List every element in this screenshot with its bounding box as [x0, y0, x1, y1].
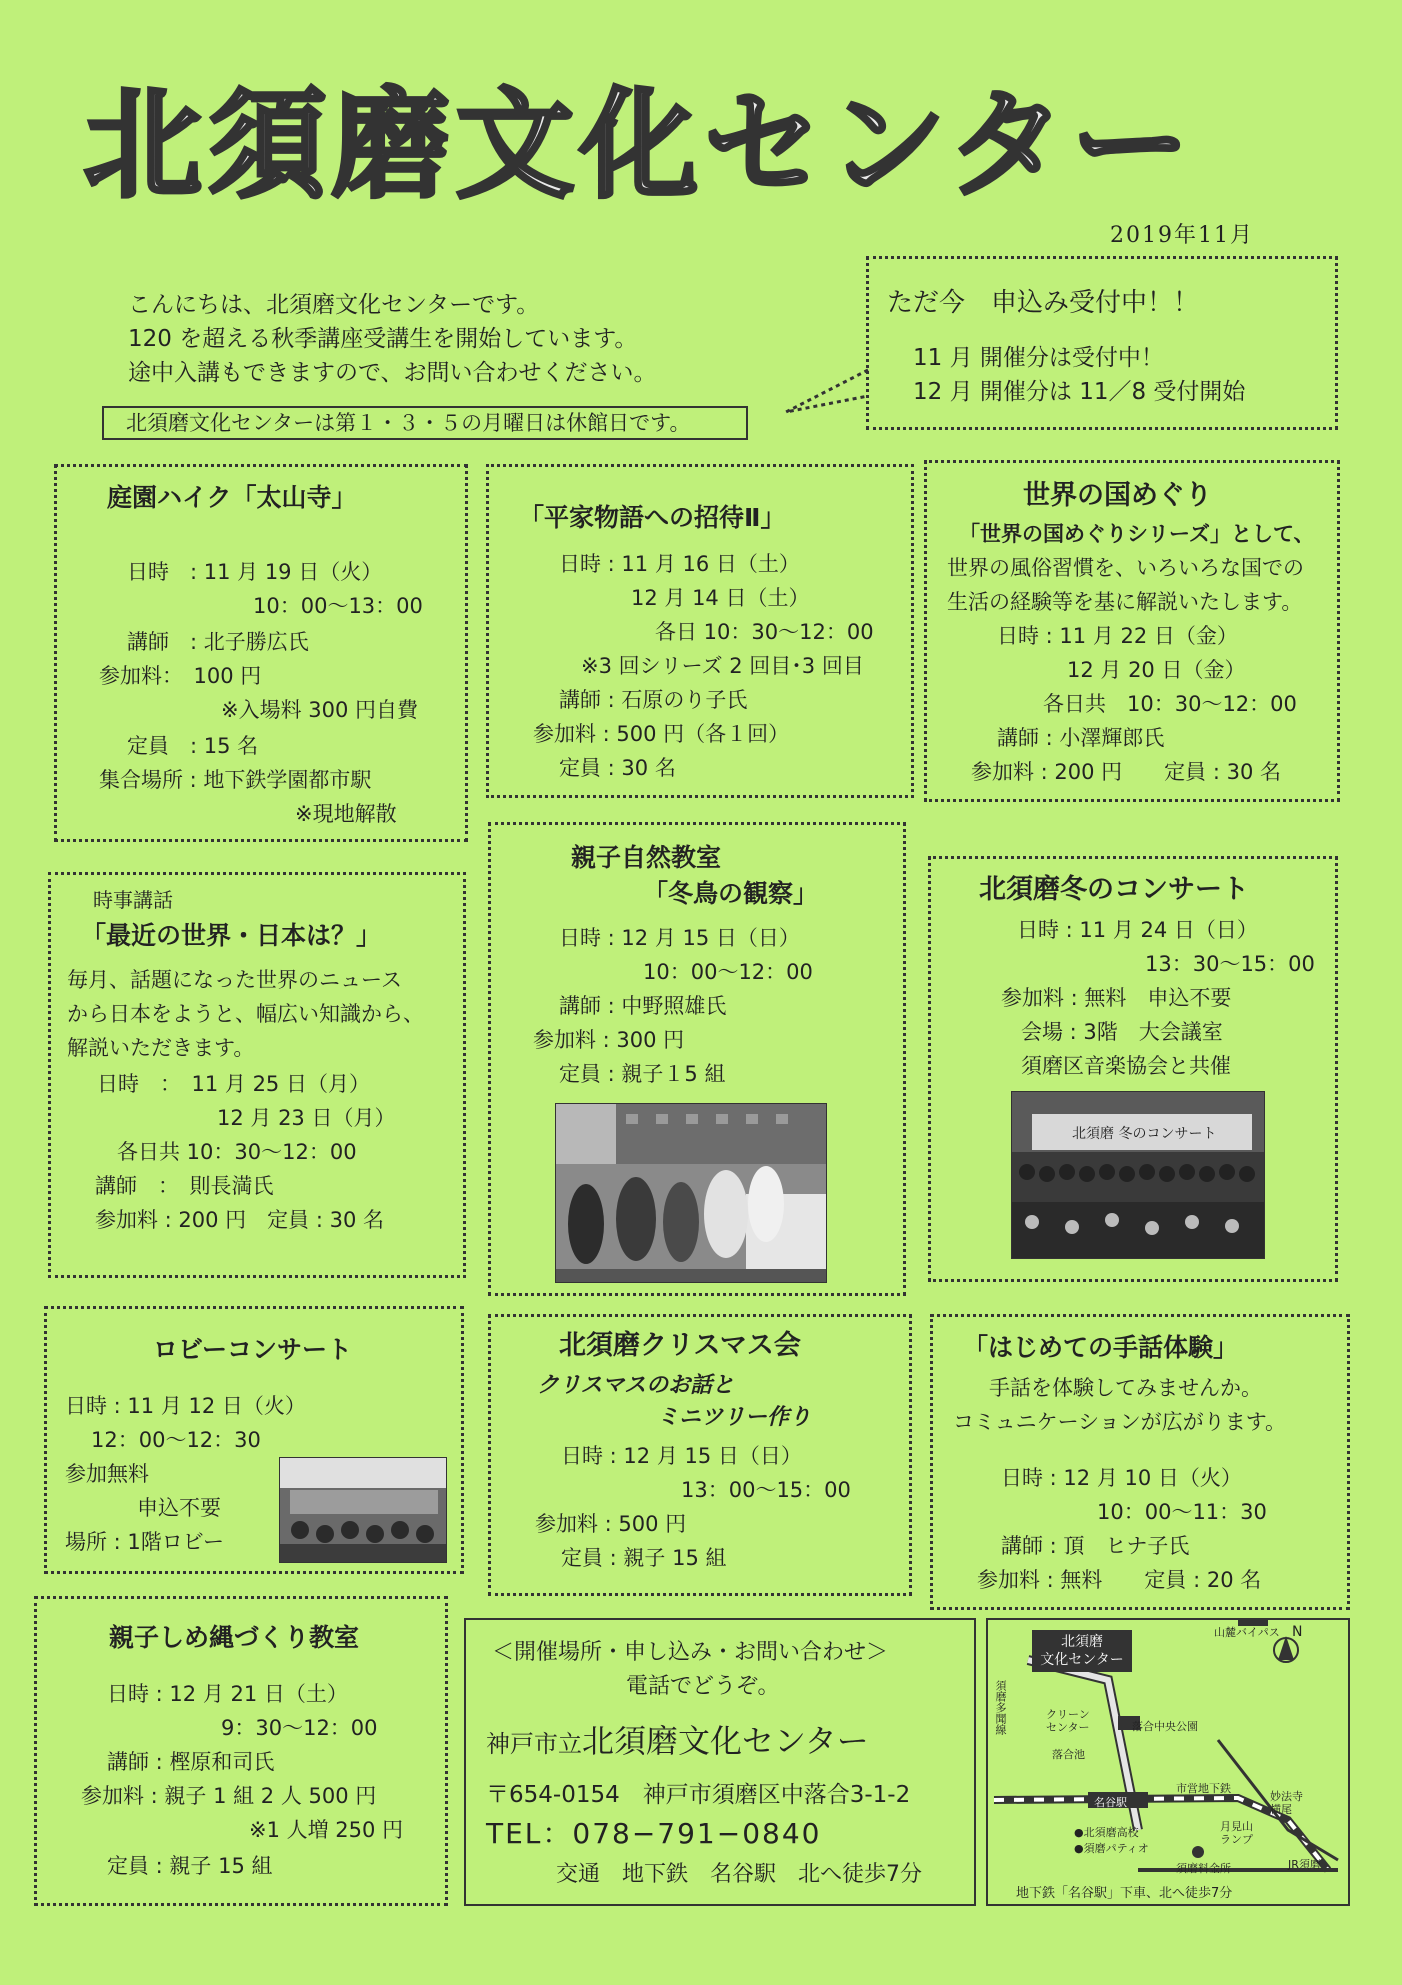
event-line: 日時 : 11 月 24 日（日）: [1017, 918, 1258, 942]
event-line: 講師 : 石原のり子氏: [559, 688, 748, 712]
map-label: 名谷駅: [1094, 1796, 1127, 1809]
event-line: 生活の経験等を基に解説いたします。: [947, 590, 1303, 614]
event-line: から日本をようと、幅広い知識から、: [67, 1002, 424, 1026]
event-line: 世界の風俗習慣を、いろいろな国での: [947, 556, 1304, 580]
event-card-winter-concert: [928, 856, 1338, 1282]
callout-bubble: [866, 256, 1338, 430]
event-card-current-affairs: [48, 872, 466, 1278]
event-line: ※現地解散: [295, 802, 397, 826]
intro-line: 120 を超える秋季講座受講生を開始しています。: [128, 326, 638, 352]
event-title: 「最近の世界・日本は？」: [81, 921, 382, 950]
issue-date: 2019年11月: [1110, 223, 1254, 248]
event-line: 定員 : 30 名: [559, 756, 676, 780]
event-line: 参加料 : 無料 申込不要: [1001, 986, 1232, 1010]
concert-photo-caption: 北須磨 冬のコンサート: [1072, 1126, 1217, 1142]
event-line: 10：00～13：00: [253, 594, 423, 618]
event-line: 日時 : 12 月 21 日（土）: [107, 1682, 348, 1706]
event-title: 「はじめての手話体験」: [963, 1333, 1239, 1362]
event-line: 場所 : 1階ロビー: [65, 1530, 224, 1554]
map-center-label: 北須磨 文化センター: [1032, 1630, 1132, 1672]
event-card-bird-watching: [488, 822, 906, 1296]
map-label: クリーン センター: [1046, 1708, 1090, 1734]
map-label: 落合中央公園: [1132, 1720, 1198, 1733]
event-line: 参加無料: [65, 1462, 149, 1486]
event-line: 12 月 14 日（土）: [631, 586, 810, 610]
event-line: 参加料 : 200 円 定員 : 30 名: [971, 760, 1282, 784]
map-north: N: [1292, 1624, 1303, 1640]
event-line: ※1 人増 250 円: [249, 1818, 404, 1842]
event-card-christmas: [488, 1314, 912, 1596]
event-line: 参加料 : 親子 1 組 2 人 500 円: [81, 1784, 377, 1808]
concert-photo: [1011, 1091, 1265, 1259]
event-line: 参加料 : 500 円: [535, 1512, 687, 1536]
event-title: ロビーコンサート: [153, 1335, 353, 1364]
event-line: 定員 : 親子１5 組: [559, 1062, 726, 1086]
event-line: 10：00～11：30: [1097, 1500, 1267, 1524]
event-line: 定員 : 親子 15 組: [561, 1546, 727, 1570]
event-line: 12：00～12：30: [91, 1428, 261, 1452]
map-label: 落合池: [1052, 1748, 1085, 1761]
event-line: 定員 : 15 名: [127, 734, 259, 758]
event-title: 親子しめ縄づくり教室: [109, 1623, 360, 1652]
event-line: 集合場所 : 地下鉄学園都市駅: [99, 768, 372, 792]
lobby-concert-photo: [279, 1457, 447, 1563]
event-line: 講師 ： 則長満氏: [95, 1174, 274, 1198]
access-map: [986, 1618, 1350, 1906]
contact-access: 交通 地下鉄 名谷駅 北へ徒歩7分: [556, 1862, 922, 1887]
map-caption: 地下鉄「名谷駅」下車、北へ徒歩7分: [1016, 1886, 1233, 1901]
event-title: 「平家物語への招待Ⅱ」: [519, 503, 786, 532]
map-label: JR須磨: [1288, 1858, 1321, 1871]
event-line: 参加料 : 無料 定員 : 20 名: [977, 1568, 1262, 1592]
event-line: 各日共 10：30～12：00: [1043, 692, 1297, 716]
closed-notice-box: [102, 406, 748, 440]
event-title: 庭園ハイク「太山寺」: [107, 483, 357, 512]
callout-heading: ただ今 申込み受付中！！: [887, 288, 1200, 318]
event-line: 12 月 20 日（金）: [1067, 658, 1246, 682]
map-label: 妙法寺 横尾: [1270, 1790, 1303, 1816]
event-line: 日時 : 12 月 15 日（日）: [559, 926, 800, 950]
map-label: 須磨多聞線: [994, 1680, 1007, 1735]
event-line: 日時 : 11 月 12 日（火）: [65, 1394, 306, 1418]
callout-pointer: [780, 366, 872, 418]
event-line: 10：00～12：00: [643, 960, 813, 984]
event-title: 北須磨クリスマス会: [559, 1330, 801, 1361]
event-line: 各日共 10：30～12：00: [117, 1140, 357, 1164]
map-label: ●北須磨高校: [1074, 1826, 1139, 1839]
event-line: 解説いただきます。: [67, 1036, 255, 1060]
event-line: 日時 : 12 月 15 日（日）: [561, 1444, 802, 1468]
event-line: 手話を体験してみませんか。: [989, 1376, 1262, 1400]
event-card-shimenawa: [34, 1596, 448, 1906]
map-label: 月見山 ランプ: [1220, 1820, 1253, 1846]
event-line: 定員 : 親子 15 組: [107, 1854, 273, 1878]
event-line: 9：30～12：00: [221, 1716, 378, 1740]
closed-notice: 北須磨文化センターは第１・３・５の月曜日は休館日です。: [126, 411, 691, 435]
event-line: ※3 回シリーズ 2 回目･3 回目: [581, 654, 864, 678]
callout-line: 12 月 開催分は 11／8 受付開始: [913, 379, 1246, 405]
event-line: 参加料 : 300 円: [533, 1028, 685, 1052]
event-line: 毎月、話題になった世界のニュース: [67, 968, 402, 992]
callout-line: 11 月 開催分は受付中！: [913, 345, 1164, 371]
event-card-sign-language: [930, 1314, 1350, 1610]
event-card-heike: [486, 464, 914, 798]
intro-line: こんにちは、北須磨文化センターです。: [128, 292, 540, 318]
map-label: 市営地下鉄: [1176, 1782, 1231, 1795]
event-card-lobby-concert: [44, 1306, 464, 1574]
contact-heading: ＜開催場所・申し込み・お問い合わせ＞: [492, 1640, 889, 1665]
map-label: 山麓バイパス: [1214, 1626, 1280, 1639]
page-title: 北須磨文化センター: [84, 76, 1196, 214]
event-line: 13：30～15：00: [1145, 952, 1315, 976]
event-line: 日時 : 11 月 19 日（火）: [127, 560, 383, 584]
event-category: 時事講話: [93, 888, 173, 912]
contact-box: [464, 1618, 976, 1906]
contact-phone-note: 電話でどうぞ。: [626, 1674, 780, 1699]
contact-org-name: 北須磨文化センター: [582, 1722, 869, 1760]
event-line: 各日 10：30～12：00: [655, 620, 874, 644]
event-title: 北須磨冬のコンサート: [979, 874, 1249, 905]
event-line: 講師 : 小澤輝郎氏: [997, 726, 1165, 750]
contact-org-prefix: 神戸市立: [486, 1730, 582, 1758]
intro-line: 途中入講もできますので、お問い合わせください。: [128, 360, 657, 386]
event-line: 講師 : 頂 ヒナ子氏: [1001, 1534, 1190, 1558]
event-line: 参加料 : 200 円 定員 : 30 名: [95, 1208, 385, 1232]
event-line: 日時 : 12 月 10 日（火）: [1001, 1466, 1242, 1490]
contact-org: [486, 1716, 869, 1762]
event-line: 日時 ： 11 月 25 日（月）: [97, 1072, 370, 1096]
event-subtitle: 「冬鳥の観察」: [643, 879, 819, 908]
contact-tel: TEL：078−791−0840: [486, 1817, 822, 1850]
event-line: 申込不要: [137, 1496, 221, 1520]
event-line: 12 月 23 日（月）: [217, 1106, 396, 1130]
event-line: ※入場料 300 円自費: [221, 698, 419, 722]
contact-address: 〒654-0154 神戸市須磨区中落合3-1-2: [486, 1782, 911, 1808]
intro: [128, 288, 657, 390]
event-subtitle: 「世界の国めぐりシリーズ」として、: [959, 522, 1315, 546]
map-label: ●須磨パティオ: [1074, 1842, 1149, 1855]
event-title: 世界の国めぐり: [1023, 480, 1212, 511]
event-line: 会場 : 3階 大会議室: [1021, 1020, 1223, 1044]
event-line: 参加料 : 500 円（各１回）: [533, 722, 790, 746]
event-line: 日時 : 11 月 16 日（土）: [559, 552, 800, 576]
event-card-world-tour: [924, 460, 1340, 802]
event-title: 親子自然教室: [571, 843, 722, 872]
bird-watching-photo: [555, 1103, 827, 1283]
event-subtitle: クリスマスのお話と: [537, 1373, 735, 1398]
event-card-garden-hike: [54, 464, 468, 842]
event-line: コミュニケーションが広がります。: [953, 1410, 1287, 1434]
event-subtitle: ミニツリー作り: [657, 1405, 812, 1430]
event-line: 講師 : 北子勝広氏: [127, 630, 309, 654]
event-line: 13：00～15：00: [681, 1478, 851, 1502]
event-line: 講師 : 樫原和司氏: [107, 1750, 275, 1774]
event-line: 参加料： 100 円: [99, 664, 262, 688]
event-line: 講師 : 中野照雄氏: [559, 994, 727, 1018]
map-label: 須磨料金所: [1176, 1862, 1231, 1875]
event-line: 須磨区音楽協会と共催: [1021, 1054, 1231, 1078]
event-line: 日時 : 11 月 22 日（金）: [997, 624, 1238, 648]
